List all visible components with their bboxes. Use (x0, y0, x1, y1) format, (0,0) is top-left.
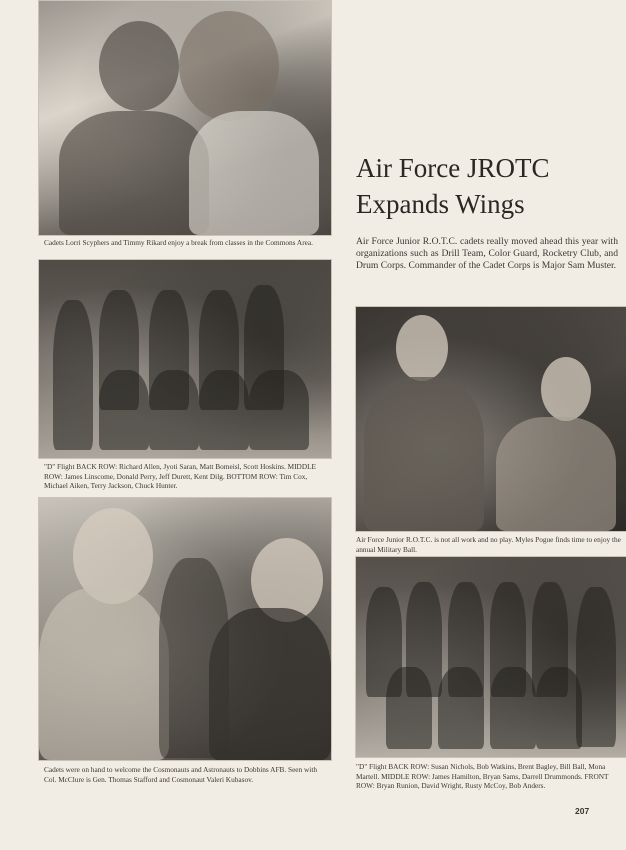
caption-military-ball: Air Force Junior R.O.T.C. is not all work and no play. Myles Pogue finds time to enjoy the annual Military Ball. (356, 535, 621, 554)
photo-cadets-commons (38, 0, 332, 236)
article-intro: Air Force Junior R.O.T.C. cadets really moved ahead this year with organizations such as Drill Team, Color Guard, Rocketry Club, and Drum Corps. Commander of the Cadet Corps is Major Sam Muster. (356, 236, 618, 272)
photo-d-flight-right (355, 556, 626, 758)
page-number: 207 (575, 806, 590, 816)
photo-cosmonauts (38, 497, 332, 761)
article-title (356, 150, 606, 222)
caption-d-flight-left: "D" Flight BACK ROW: Richard Allen, Jyoti Saran, Matt Bomeisl, Scott Hoskins. MIDDLE ROW: James Linscome, Donald Perry, Jeff Durett, Kent Dilg. BOTTOM ROW: Tim Cox, Michael Aiken, Terry Jackson, Chuck Hunter. (44, 462, 317, 491)
caption-commons: Cadets Lorri Scyphers and Timmy Rikard enjoy a break from classes in the Commons Area. (44, 238, 313, 247)
caption-cosmonauts: Cadets were on hand to welcome the Cosmonauts and Astronauts to Dobbins AFB. Seen with Col. McClure is Gen. Thomas Stafford and Cosmonaut Valeri Kubasov. (44, 765, 317, 784)
article-title-line2: Expands Wings (356, 189, 525, 219)
photo-military-ball (355, 306, 626, 532)
caption-d-flight-right: "D" Flight BACK ROW: Susan Nichols, Bob Watkins, Brent Bagley, Bill Ball, Mona Martell. MIDDLE ROW: James Hamilton, Bryan Sams, Darrell Drummonds. FRONT ROW: Bryan Runion, David Wright, Rusty McCoy, Bob Anders. (356, 762, 609, 791)
photo-d-flight-left (38, 259, 332, 459)
article-title-line1: Air Force JROTC (356, 153, 550, 183)
